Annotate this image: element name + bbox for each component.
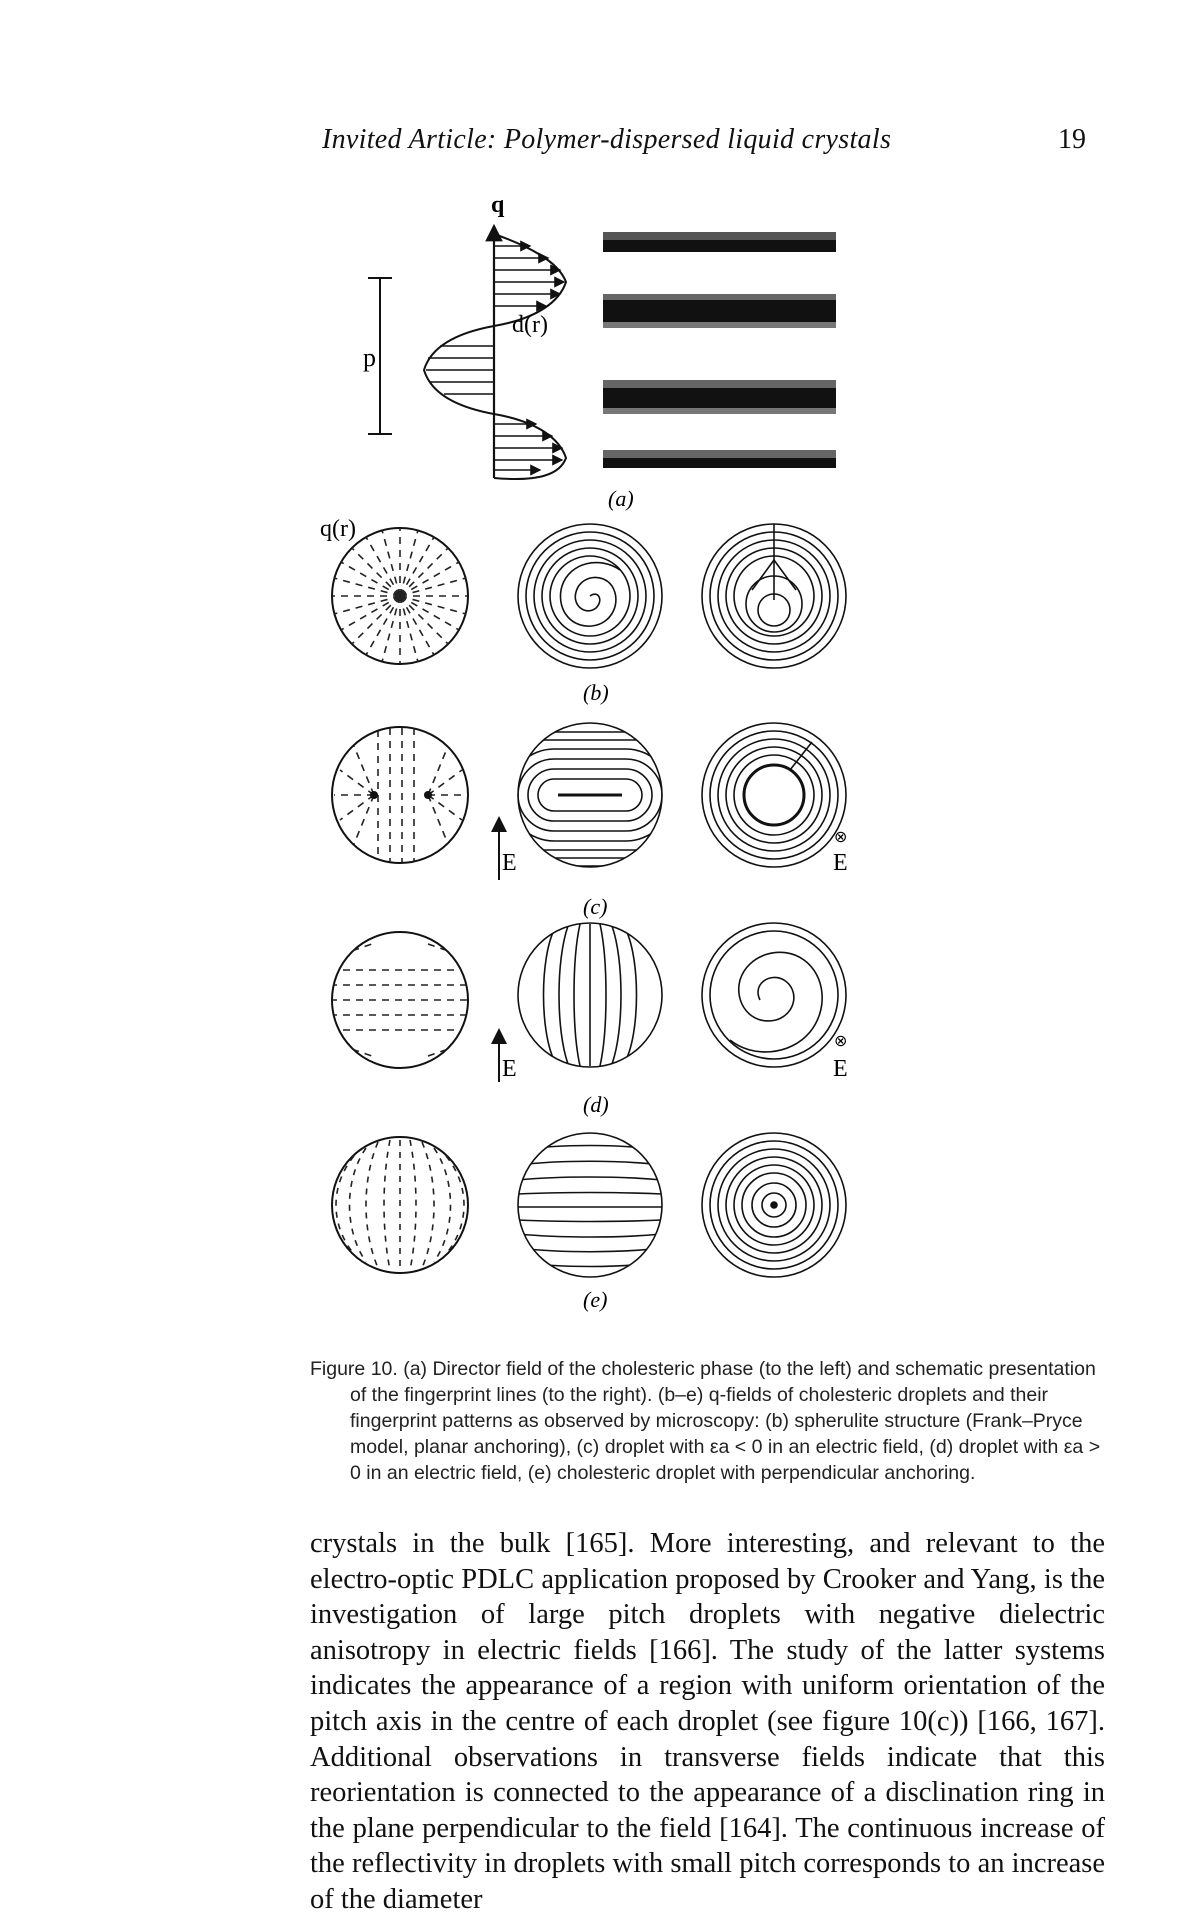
panel-label-b: (b) bbox=[583, 680, 609, 705]
pitch-label: p bbox=[363, 343, 376, 372]
field-out-symbol-d: ⊗ bbox=[834, 1033, 848, 1050]
director-label: d(r) bbox=[512, 312, 548, 338]
running-title: Invited Article: Polymer-dispersed liquid crystals bbox=[322, 124, 892, 155]
q-field-meridian-droplet bbox=[332, 1137, 468, 1273]
q-field-label: q(r) bbox=[320, 516, 356, 542]
figure-caption-text: Figure 10. (a) Director field of the cholesteric phase (to the left) and schematic presentation of the fingerprint lines (to the right). (b–e) q-fields of cholesteric droplets and their fingerprint patterns as observed by microscopy: (b) spherulite structure (Frank–Pryce model, planar anchoring), (c) droplet with εa < 0 in an electric field, (d) droplet with εa > 0 in an electric field, (e) cholesteric droplet with perpendicular anchoring. bbox=[310, 1358, 1101, 1484]
field-label-e-c: E bbox=[502, 850, 517, 876]
q-axis-label: q bbox=[491, 192, 505, 218]
field-label-e-out-d: E bbox=[833, 1056, 848, 1082]
panel-label-d: (d) bbox=[583, 1092, 609, 1117]
concentric-rings-droplet bbox=[702, 1133, 846, 1277]
page-number: 19 bbox=[1058, 124, 1086, 155]
body-text bbox=[310, 1526, 1105, 1918]
body-paragraph: crystals in the bulk [165]. More interesting, and relevant to the electro-optic PDLC application proposed by Crooker and Yang, is the investigation of large pitch droplets with negative dielectric anisotropy in electric fields [166]. The study of the latter systems indicates the appearance of a region with uniform orientation of the pitch axis in the centre of each droplet (see figure 10(c)) [166, 167]. Additional observations in transverse fields indicate that this reorientation is connected to the appearance of a disclination ring in the plane perpendicular to the field [164]. The continuous increase of the reflectivity in droplets with small pitch corresponds to an increase of the diameter bbox=[310, 1528, 1105, 1915]
panel-label-c: (c) bbox=[583, 894, 608, 919]
field-label-e-out-c: E bbox=[833, 850, 848, 876]
panel-e bbox=[332, 1132, 846, 1313]
figure-caption bbox=[310, 1356, 1105, 1486]
field-label-e-d: E bbox=[502, 1056, 517, 1082]
panel-label-e: (e) bbox=[583, 1287, 608, 1312]
field-out-symbol-c: ⊗ bbox=[834, 829, 848, 846]
panel-label-a: (a) bbox=[608, 486, 634, 511]
horizontal-stripes-droplet bbox=[518, 1132, 662, 1278]
